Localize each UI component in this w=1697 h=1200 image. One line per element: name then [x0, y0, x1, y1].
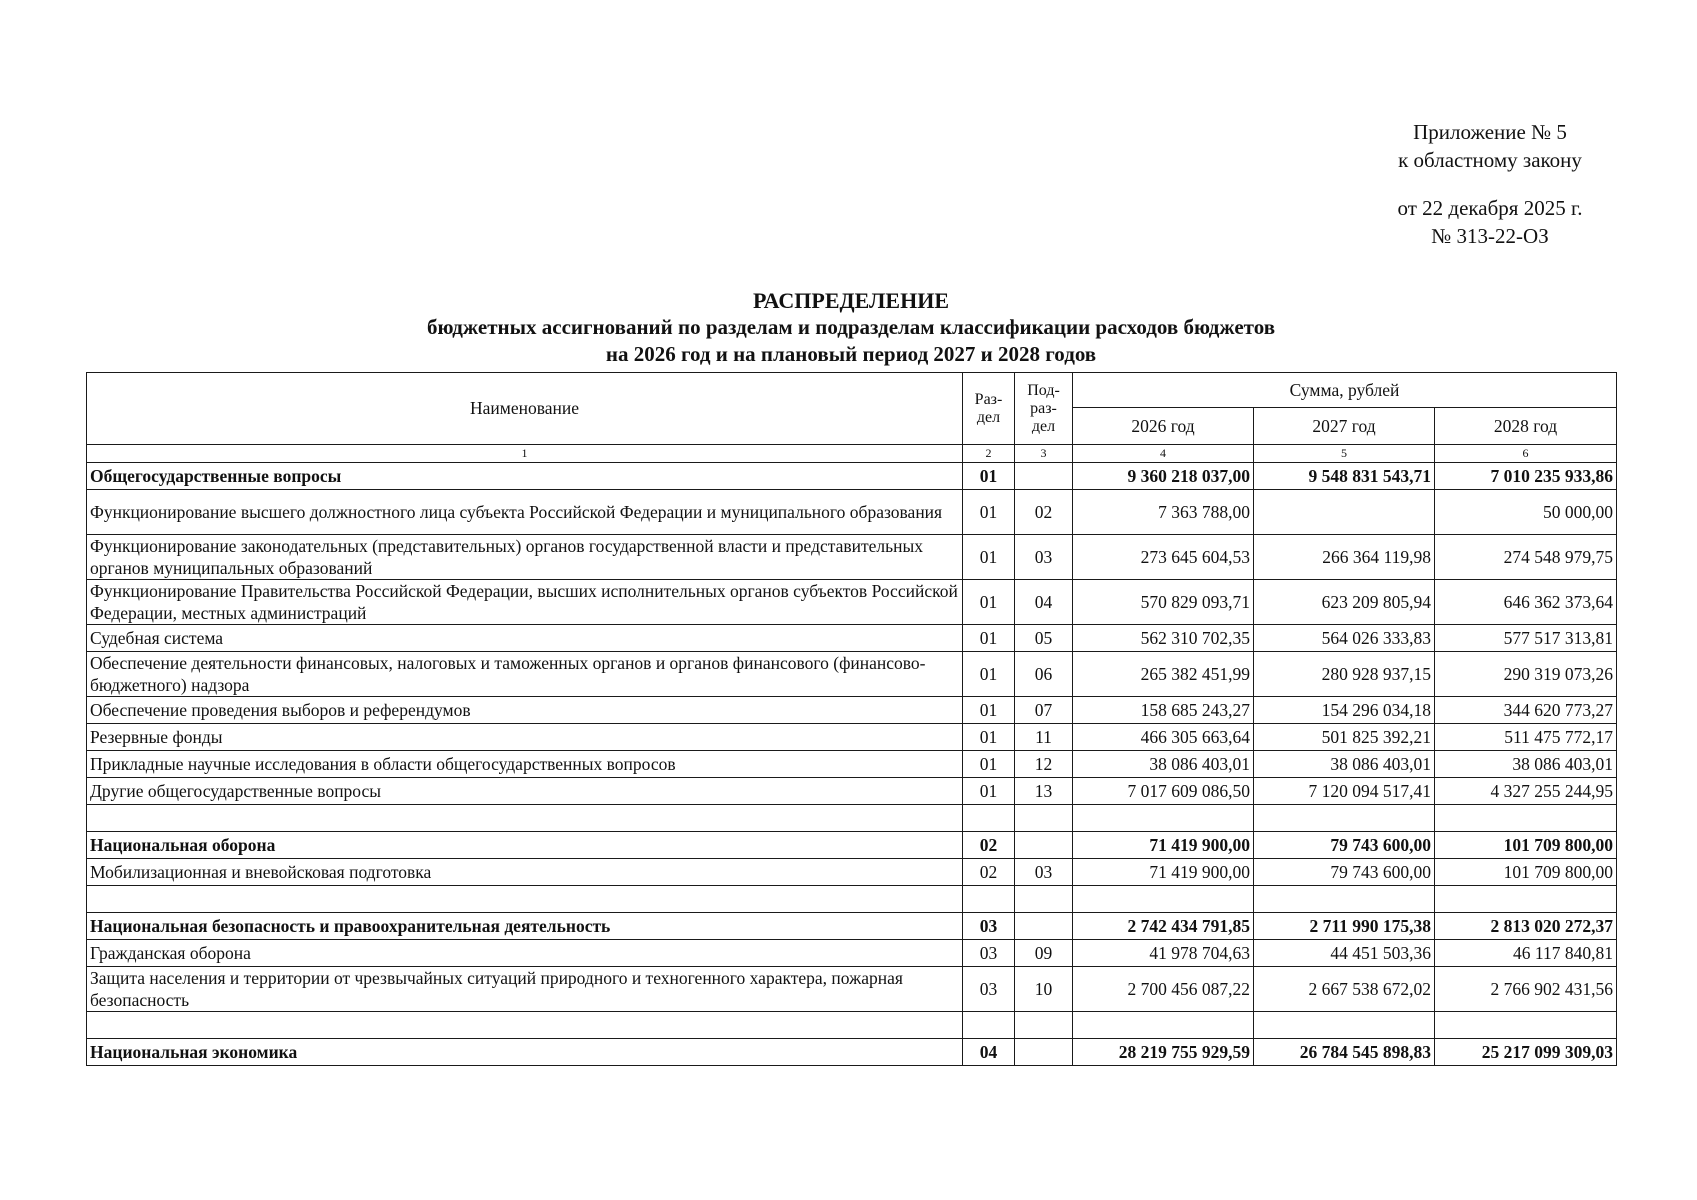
row-name: Общегосударственные вопросы	[87, 463, 963, 490]
row-subsection: 07	[1015, 697, 1073, 724]
row-section	[963, 886, 1015, 913]
row-amount-2027	[1254, 490, 1435, 535]
row-section	[963, 1012, 1015, 1039]
row-amount-2028: 646 362 373,64	[1435, 580, 1617, 625]
row-amount-2026: 158 685 243,27	[1073, 697, 1254, 724]
row-subsection: 02	[1015, 490, 1073, 535]
row-section: 02	[963, 832, 1015, 859]
row-amount-2027: 266 364 119,98	[1254, 535, 1435, 580]
header-sum: Сумма, рублей	[1073, 373, 1617, 408]
table-spacer-row	[87, 805, 1617, 832]
annex-number: Приложение № 5	[1413, 120, 1567, 144]
row-amount-2027: 9 548 831 543,71	[1254, 463, 1435, 490]
row-section: 01	[963, 751, 1015, 778]
title-period: на 2026 год и на плановый период 2027 и 2028 годов	[605, 342, 1097, 366]
column-number: 1	[87, 445, 963, 463]
row-amount-2027: 7 120 094 517,41	[1254, 778, 1435, 805]
row-amount-2027: 280 928 937,15	[1254, 652, 1435, 697]
row-section: 01	[963, 697, 1015, 724]
row-amount-2028: 344 620 773,27	[1435, 697, 1617, 724]
header-section: Раз- дел	[963, 373, 1015, 445]
row-amount-2026	[1073, 886, 1254, 913]
row-amount-2026: 273 645 604,53	[1073, 535, 1254, 580]
table-row	[87, 859, 1617, 886]
table-row	[87, 490, 1617, 535]
row-amount-2026: 562 310 702,35	[1073, 625, 1254, 652]
row-amount-2028: 50 000,00	[1435, 490, 1617, 535]
row-amount-2026: 466 305 663,64	[1073, 724, 1254, 751]
row-subsection: 03	[1015, 535, 1073, 580]
row-amount-2026: 38 086 403,01	[1073, 751, 1254, 778]
row-amount-2027	[1254, 1012, 1435, 1039]
row-amount-2028: 101 709 800,00	[1435, 832, 1617, 859]
table-spacer-row	[87, 886, 1617, 913]
table-row	[87, 652, 1617, 697]
column-number: 6	[1435, 445, 1617, 463]
column-number: 5	[1254, 445, 1435, 463]
row-subsection: 12	[1015, 751, 1073, 778]
table-row	[87, 778, 1617, 805]
column-number: 2	[963, 445, 1015, 463]
table-row	[87, 913, 1617, 940]
row-subsection: 11	[1015, 724, 1073, 751]
row-amount-2026: 2 742 434 791,85	[1073, 913, 1254, 940]
row-amount-2026: 71 419 900,00	[1073, 859, 1254, 886]
table-row	[87, 625, 1617, 652]
header-year-2028: 2028 год	[1435, 408, 1617, 445]
row-subsection: 05	[1015, 625, 1073, 652]
row-name: Другие общегосударственные вопросы	[87, 778, 963, 805]
row-amount-2028: 2 813 020 272,37	[1435, 913, 1617, 940]
row-name	[87, 805, 963, 832]
row-amount-2028: 38 086 403,01	[1435, 751, 1617, 778]
table-row	[87, 697, 1617, 724]
budget-table	[86, 372, 1617, 1066]
row-subsection	[1015, 832, 1073, 859]
row-amount-2028: 101 709 800,00	[1435, 859, 1617, 886]
row-subsection	[1015, 886, 1073, 913]
row-amount-2027: 79 743 600,00	[1254, 859, 1435, 886]
row-name: Судебная система	[87, 625, 963, 652]
row-name: Прикладные научные исследования в области общегосударственных вопросов	[87, 751, 963, 778]
row-amount-2028: 274 548 979,75	[1435, 535, 1617, 580]
row-name: Гражданская оборона	[87, 940, 963, 967]
annex-block	[1330, 118, 1650, 250]
document-title	[86, 287, 1616, 368]
row-subsection	[1015, 805, 1073, 832]
row-section: 01	[963, 652, 1015, 697]
row-section: 01	[963, 580, 1015, 625]
row-amount-2026: 7 363 788,00	[1073, 490, 1254, 535]
row-section: 03	[963, 940, 1015, 967]
row-name: Национальная экономика	[87, 1039, 963, 1066]
row-name: Национальная безопасность и правоохранительная деятельность	[87, 913, 963, 940]
row-amount-2027: 38 086 403,01	[1254, 751, 1435, 778]
row-section: 01	[963, 724, 1015, 751]
row-amount-2028: 290 319 073,26	[1435, 652, 1617, 697]
title-subtitle: бюджетных ассигнований по разделам и подразделам классификации расходов бюджетов	[426, 315, 1276, 339]
table-row	[87, 1039, 1617, 1066]
row-section: 04	[963, 1039, 1015, 1066]
table-row	[87, 463, 1617, 490]
row-amount-2027: 623 209 805,94	[1254, 580, 1435, 625]
row-subsection: 13	[1015, 778, 1073, 805]
row-name: Функционирование Правительства Российской Федерации, высших исполнительных органов субъектов Российской Федерации, местных администраций	[87, 580, 963, 625]
row-amount-2026	[1073, 1012, 1254, 1039]
row-subsection	[1015, 463, 1073, 490]
row-subsection	[1015, 1012, 1073, 1039]
row-subsection: 10	[1015, 967, 1073, 1012]
row-amount-2027: 79 743 600,00	[1254, 832, 1435, 859]
row-amount-2028: 2 766 902 431,56	[1435, 967, 1617, 1012]
row-name: Резервные фонды	[87, 724, 963, 751]
table-row	[87, 967, 1617, 1012]
row-amount-2028	[1435, 886, 1617, 913]
header-year-2027: 2027 год	[1254, 408, 1435, 445]
row-amount-2026: 9 360 218 037,00	[1073, 463, 1254, 490]
row-amount-2026: 570 829 093,71	[1073, 580, 1254, 625]
row-amount-2028	[1435, 805, 1617, 832]
row-amount-2026: 71 419 900,00	[1073, 832, 1254, 859]
row-amount-2026: 265 382 451,99	[1073, 652, 1254, 697]
row-amount-2028: 25 217 099 309,03	[1435, 1039, 1617, 1066]
row-subsection: 04	[1015, 580, 1073, 625]
row-amount-2027: 44 451 503,36	[1254, 940, 1435, 967]
annex-date: от 22 декабря 2025 г.	[1397, 196, 1583, 220]
row-name: Национальная оборона	[87, 832, 963, 859]
column-number-row	[87, 445, 1617, 463]
row-amount-2027	[1254, 805, 1435, 832]
header-year-2026: 2026 год	[1073, 408, 1254, 445]
row-name: Обеспечение деятельности финансовых, налоговых и таможенных органов и органов финансового (финансово-бюджетного) надзора	[87, 652, 963, 697]
row-amount-2026	[1073, 805, 1254, 832]
row-name	[87, 1012, 963, 1039]
row-amount-2027: 154 296 034,18	[1254, 697, 1435, 724]
row-section: 01	[963, 625, 1015, 652]
table-row	[87, 940, 1617, 967]
table-row	[87, 535, 1617, 580]
row-name: Функционирование законодательных (представительных) органов государственной власти и представительных органов муниципальных образований	[87, 535, 963, 580]
header-subsection: Под- раз- дел	[1015, 373, 1073, 445]
table-row	[87, 724, 1617, 751]
title-main: РАСПРЕДЕЛЕНИЕ	[752, 288, 949, 313]
annex-law: к областному закону	[1398, 148, 1582, 172]
row-section: 01	[963, 778, 1015, 805]
row-subsection: 09	[1015, 940, 1073, 967]
row-name: Мобилизационная и вневойсковая подготовка	[87, 859, 963, 886]
row-amount-2027: 26 784 545 898,83	[1254, 1039, 1435, 1066]
row-amount-2028: 511 475 772,17	[1435, 724, 1617, 751]
row-amount-2028: 4 327 255 244,95	[1435, 778, 1617, 805]
table-spacer-row	[87, 1012, 1617, 1039]
row-subsection	[1015, 1039, 1073, 1066]
row-section: 03	[963, 913, 1015, 940]
row-amount-2027: 564 026 333,83	[1254, 625, 1435, 652]
row-name: Функционирование высшего должностного лица субъекта Российской Федерации и муниципального образования	[87, 490, 963, 535]
row-section: 01	[963, 535, 1015, 580]
column-number: 3	[1015, 445, 1073, 463]
row-section: 01	[963, 463, 1015, 490]
row-subsection: 03	[1015, 859, 1073, 886]
row-subsection	[1015, 913, 1073, 940]
row-name: Защита населения и территории от чрезвычайных ситуаций природного и техногенного характера, пожарная безопасность	[87, 967, 963, 1012]
row-amount-2026: 7 017 609 086,50	[1073, 778, 1254, 805]
row-section: 01	[963, 490, 1015, 535]
row-amount-2027	[1254, 886, 1435, 913]
row-amount-2027: 2 711 990 175,38	[1254, 913, 1435, 940]
row-amount-2026: 41 978 704,63	[1073, 940, 1254, 967]
row-section: 02	[963, 859, 1015, 886]
row-amount-2026: 2 700 456 087,22	[1073, 967, 1254, 1012]
row-amount-2027: 2 667 538 672,02	[1254, 967, 1435, 1012]
annex-law-number: № 313-22-ОЗ	[1431, 224, 1549, 248]
row-name	[87, 886, 963, 913]
row-amount-2028: 46 117 840,81	[1435, 940, 1617, 967]
row-subsection: 06	[1015, 652, 1073, 697]
table-row	[87, 580, 1617, 625]
row-amount-2028	[1435, 1012, 1617, 1039]
header-name: Наименование	[87, 373, 963, 445]
row-amount-2027: 501 825 392,21	[1254, 724, 1435, 751]
column-number: 4	[1073, 445, 1254, 463]
table-row	[87, 832, 1617, 859]
table-row	[87, 751, 1617, 778]
row-section: 03	[963, 967, 1015, 1012]
budget-table-body	[87, 463, 1617, 1066]
row-amount-2026: 28 219 755 929,59	[1073, 1039, 1254, 1066]
row-name: Обеспечение проведения выборов и референдумов	[87, 697, 963, 724]
row-amount-2028: 577 517 313,81	[1435, 625, 1617, 652]
row-amount-2028: 7 010 235 933,86	[1435, 463, 1617, 490]
row-section	[963, 805, 1015, 832]
